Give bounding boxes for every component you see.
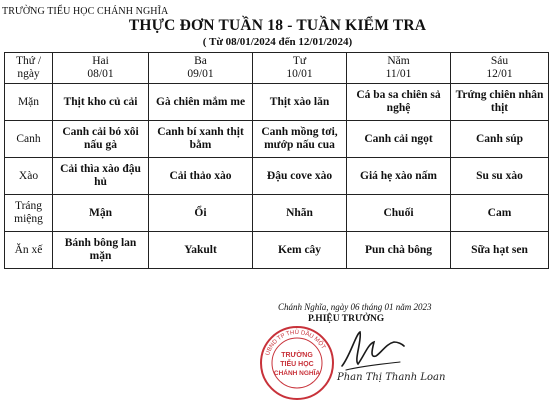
- seal-ring-text: UBND TP THỦ DẦU MỘT: [265, 329, 327, 357]
- menu-cell: Kem cây: [253, 232, 347, 269]
- table-row: [5, 158, 549, 195]
- day-date: 08/01: [87, 68, 114, 80]
- menu-cell: Cam: [451, 195, 549, 232]
- menu-cell: Giá hẹ xào nấm: [347, 158, 451, 195]
- day-date: 10/01: [286, 68, 313, 80]
- table-header-row: [5, 53, 549, 84]
- table-row: [5, 84, 549, 121]
- seal-text-2: TIỂU HỌC: [280, 361, 314, 368]
- day-header: [53, 53, 149, 84]
- day-name: Tư: [292, 55, 307, 67]
- signature-stroke: [342, 332, 404, 366]
- school-name: TRƯỜNG TIỂU HỌC CHÁNH NGHĨA: [2, 6, 169, 17]
- row-label: Canh: [5, 121, 53, 158]
- date-range: ( Từ 08/01/2024 đến 12/01/2024): [202, 36, 353, 48]
- menu-cell: Sữa hạt sen: [451, 232, 549, 269]
- day-name: Ba: [194, 55, 207, 67]
- signer-name: Phan Thị Thanh Loan: [337, 372, 446, 383]
- row-label: Ăn xế: [5, 232, 53, 269]
- table-row: [5, 195, 549, 232]
- menu-cell: Trứng chiên nhân thịt: [451, 84, 549, 121]
- day-header: [451, 53, 549, 84]
- menu-cell: Cá ba sa chiên sả nghệ: [347, 84, 451, 121]
- row-label: Xào: [5, 158, 53, 195]
- menu-cell: Thịt xào lăn: [253, 84, 347, 121]
- menu-table: [4, 52, 549, 269]
- seal-text-1: TRƯỜNG: [281, 352, 313, 359]
- row-label: Mặn: [5, 84, 53, 121]
- corner-header: Thứ / ngày: [5, 53, 53, 84]
- table-row: [5, 232, 549, 269]
- day-date: 09/01: [187, 68, 214, 80]
- menu-cell: Nhãn: [253, 195, 347, 232]
- day-name: Sáu: [490, 55, 509, 67]
- day-date: 11/01: [385, 68, 412, 80]
- signature: [338, 326, 408, 376]
- menu-cell: Canh súp: [451, 121, 549, 158]
- place-date: Chánh Nghĩa, ngày 06 tháng 01 năm 2023: [278, 302, 432, 312]
- menu-cell: Canh cải bó xôi nấu gà: [53, 121, 149, 158]
- day-name: Năm: [387, 55, 410, 67]
- day-header: [149, 53, 253, 84]
- day-header: [347, 53, 451, 84]
- menu-cell: Bánh bông lan mặn: [53, 232, 149, 269]
- day-name: Hai: [92, 55, 109, 67]
- menu-cell: Cải thảo xào: [149, 158, 253, 195]
- menu-cell: Thịt kho củ cải: [53, 84, 149, 121]
- menu-cell: Canh cải ngọt: [347, 121, 451, 158]
- school-seal: [258, 324, 336, 402]
- menu-cell: Đậu cove xào: [253, 158, 347, 195]
- menu-cell: Canh bí xanh thịt bằm: [149, 121, 253, 158]
- menu-cell: Pun chà bông: [347, 232, 451, 269]
- signature-underline: [346, 362, 400, 370]
- menu-cell: Cải thìa xào đậu hủ: [53, 158, 149, 195]
- menu-cell: Mận: [53, 195, 149, 232]
- seal-text-3: CHÁNH NGHĨA: [273, 370, 321, 377]
- menu-cell: Su su xào: [451, 158, 549, 195]
- menu-cell: Ổi: [149, 195, 253, 232]
- row-label: Tráng miệng: [5, 195, 53, 232]
- menu-cell: Chuối: [347, 195, 451, 232]
- day-header: [253, 53, 347, 84]
- page-title: THỰC ĐƠN TUẦN 18 - TUẦN KIỂM TRA: [128, 17, 427, 34]
- day-date: 12/01: [486, 68, 513, 80]
- table-row: [5, 121, 549, 158]
- menu-cell: Yakult: [149, 232, 253, 269]
- menu-cell: Gà chiên mắm me: [149, 84, 253, 121]
- menu-cell: Canh mồng tơi, mướp nấu cua: [253, 121, 347, 158]
- signer-role: P.HIỆU TRƯỞNG: [308, 314, 385, 324]
